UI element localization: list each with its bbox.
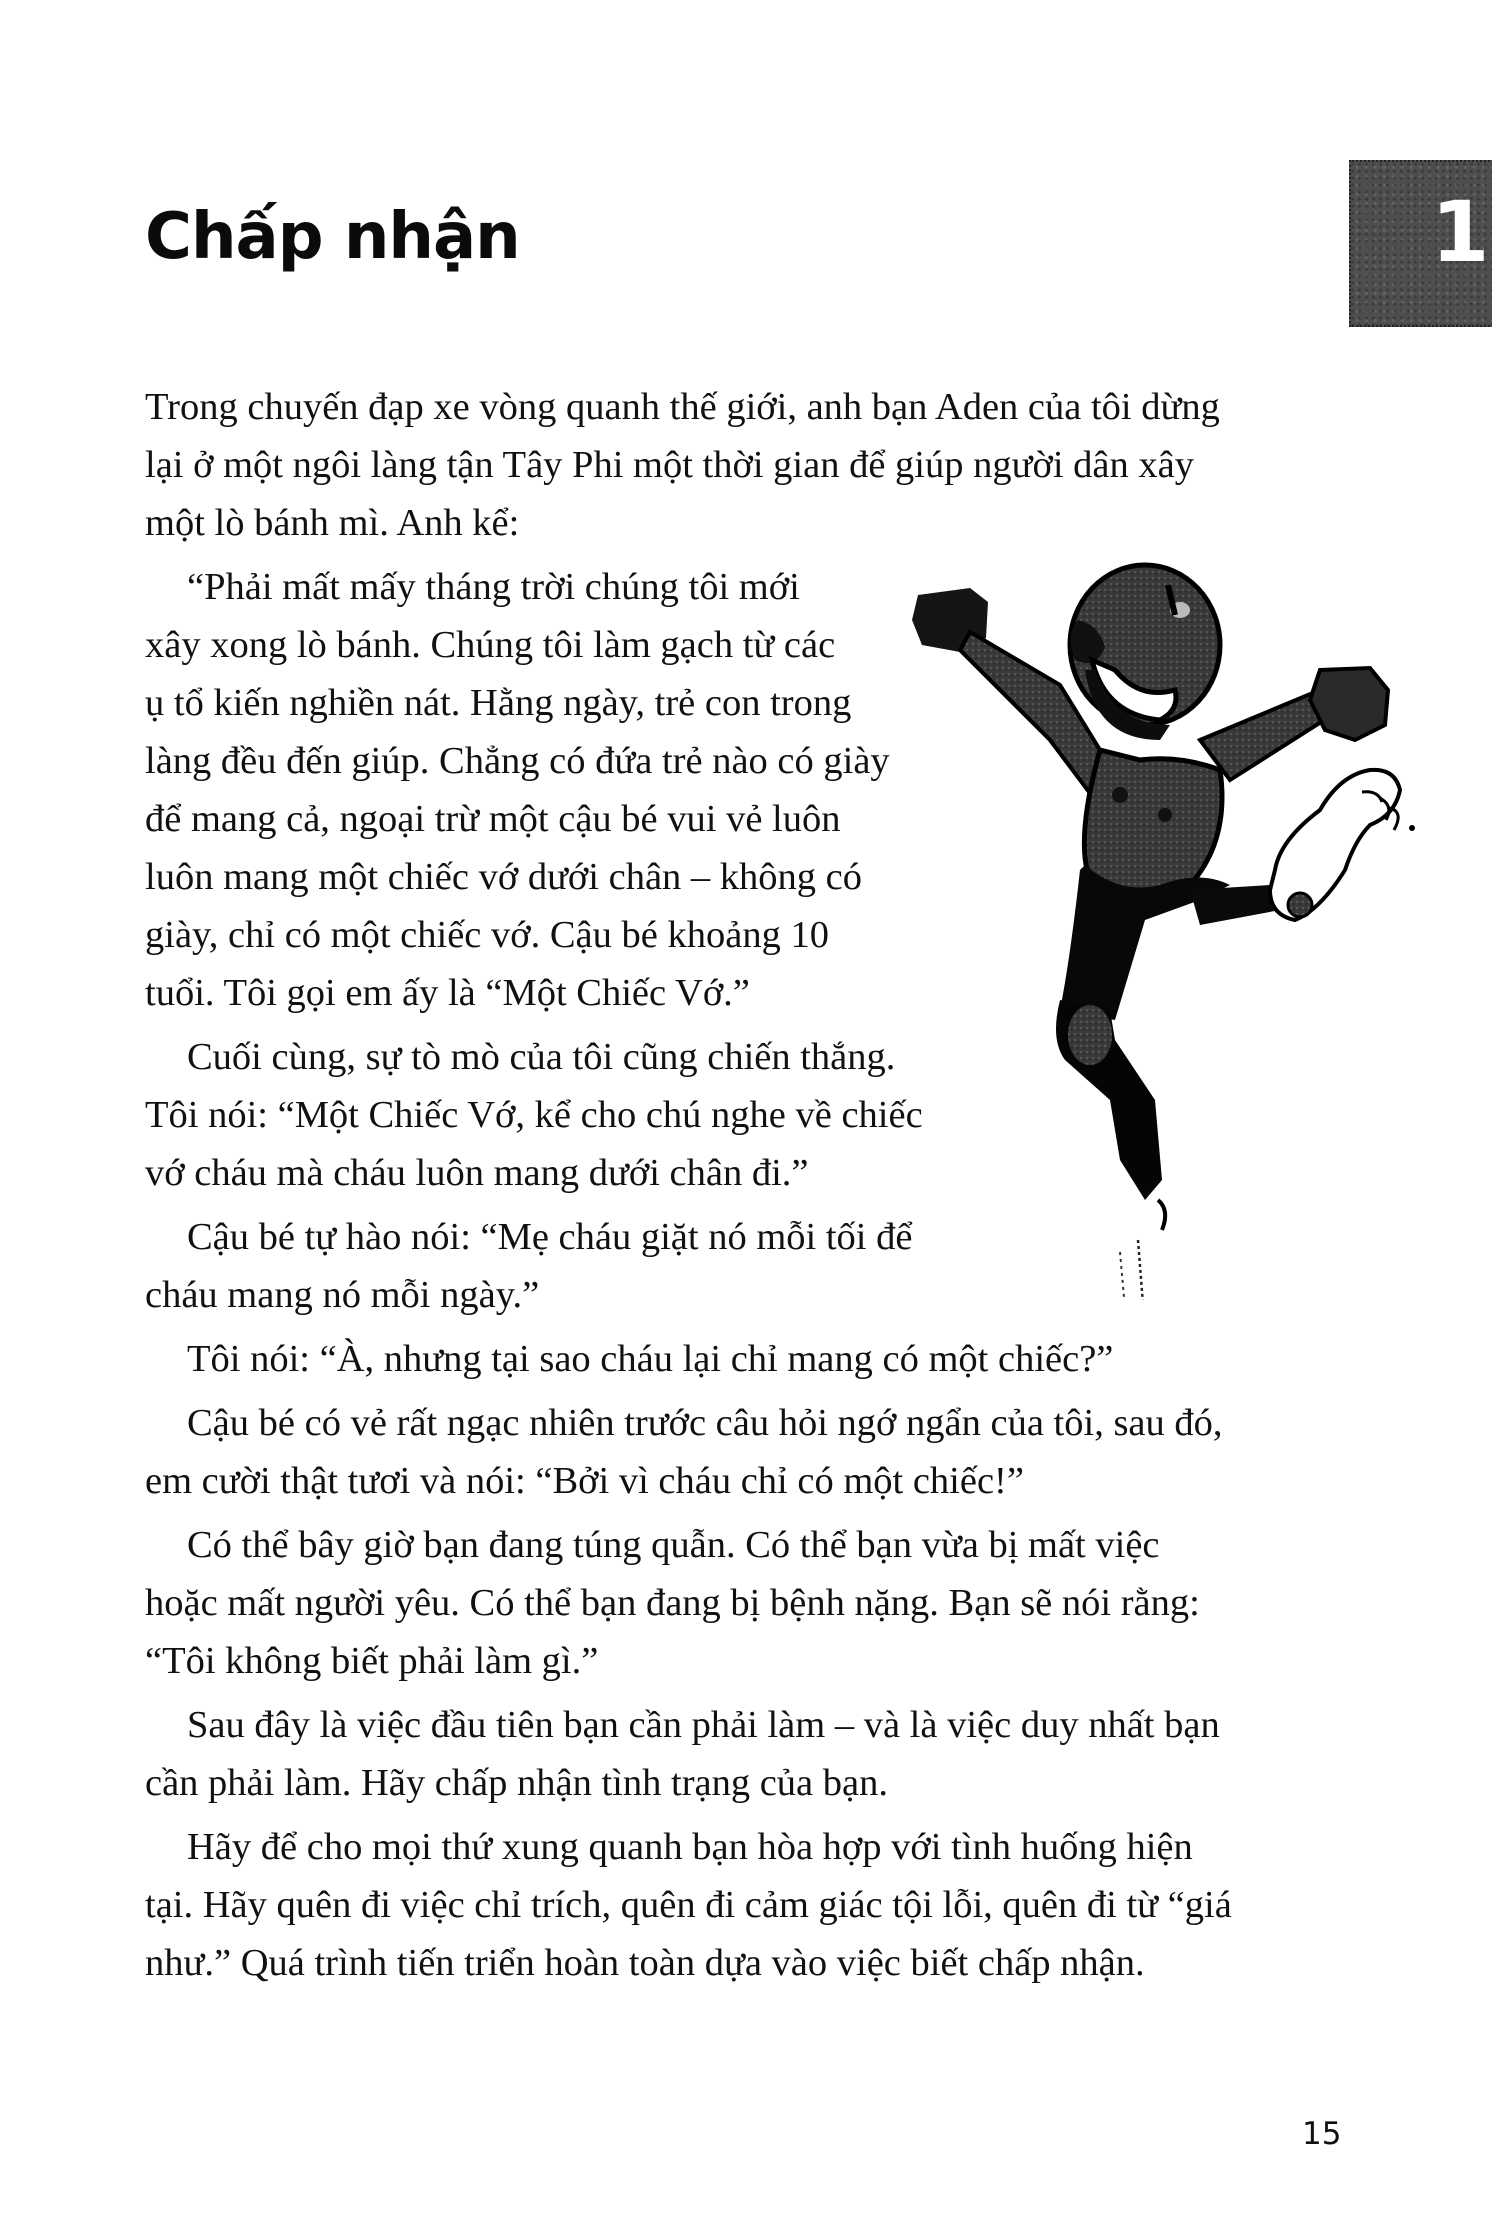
text-line: cháu mang nó mỗi ngày.” [145,1274,540,1316]
paragraph-acceptance [145,1818,1345,1992]
text-line: xây xong lò bánh. Chúng tôi làm gạch từ các [145,624,836,666]
text-line: giày, chỉ có một chiếc vớ. Cậu bé khoảng 10 [145,914,829,956]
chapter-number: 1 [1431,183,1490,281]
text-line: vớ cháu mà cháu luôn mang dưới chân đi.” [145,1152,809,1194]
text-line: lại ở một ngôi làng tận Tây Phi một thời gian để giúp người dân xây [145,444,1194,486]
text-line: “Phải mất mấy tháng trời chúng tôi mới [187,566,800,608]
text-line: Cậu bé tự hào nói: “Mẹ cháu giặt nó mỗi tối để [187,1216,913,1258]
chapter-number-badge [1349,160,1492,327]
text-line: hoặc mất người yêu. Có thể bạn đang bị bệnh nặng. Bạn sẽ nói rằng: [145,1582,1200,1624]
text-line: tại. Hãy quên đi việc chỉ trích, quên đi cảm giác tội lỗi, quên đi từ “giá [145,1884,1232,1926]
text-line: em cười thật tươi và nói: “Bởi vì cháu chỉ có một chiếc!” [145,1460,1024,1502]
paragraph-first-step [145,1696,1345,1812]
text-line: làng đều đến giúp. Chẳng có đứa trẻ nào có giày [145,740,890,782]
paragraph-question [145,1330,1345,1388]
text-line: Tôi nói: “À, nhưng tại sao cháu lại chỉ mang có một chiếc?” [187,1338,1114,1380]
text-line: luôn mang một chiếc vớ dưới chân – không có [145,856,863,898]
text-line: để mang cả, ngoại trừ một cậu bé vui vẻ luôn [145,798,841,840]
text-line: Sau đây là việc đầu tiên bạn cần phải làm – và là việc duy nhất bạn [187,1704,1220,1746]
text-line: ụ tổ kiến nghiền nát. Hằng ngày, trẻ con trong [145,682,852,724]
paragraph-reader-situation [145,1516,1345,1690]
text-line: Cuối cùng, sự tò mò của tôi cũng chiến thắng. [187,1036,896,1078]
page-number: 15 [1302,2116,1342,2152]
paragraph-curiosity [145,1028,1005,1202]
text-line: Trong chuyến đạp xe vòng quanh thế giới, anh bạn Aden của tôi dừng [145,386,1220,428]
text-line: Tôi nói: “Một Chiếc Vớ, kể cho chú nghe về chiếc [145,1094,923,1136]
text-line: tuổi. Tôi gọi em ấy là “Một Chiếc Vớ.” [145,972,750,1014]
jumping-boy-icon [900,540,1420,1300]
jumping-boy-illustration [900,540,1420,1300]
text-line: cần phải làm. Hãy chấp nhận tình trạng của bạn. [145,1762,888,1804]
text-line: như.” Quá trình tiến triển hoàn toàn dựa vào việc biết chấp nhận. [145,1942,1145,1984]
chapter-title: Chấp nhận [145,200,520,274]
paragraph-answer [145,1394,1345,1510]
paragraph-intro [145,378,1345,552]
text-line: một lò bánh mì. Anh kể: [145,502,520,544]
text-line: “Tôi không biết phải làm gì.” [145,1640,599,1682]
text-line: Hãy để cho mọi thứ xung quanh bạn hòa hợp với tình huống hiện [187,1826,1193,1868]
text-line: Có thể bây giờ bạn đang túng quẫn. Có thể bạn vừa bị mất việc [187,1524,1160,1566]
paragraph-quote-story [145,558,1005,1022]
text-line: Cậu bé có vẻ rất ngạc nhiên trước câu hỏi ngớ ngẩn của tôi, sau đó, [187,1402,1223,1444]
